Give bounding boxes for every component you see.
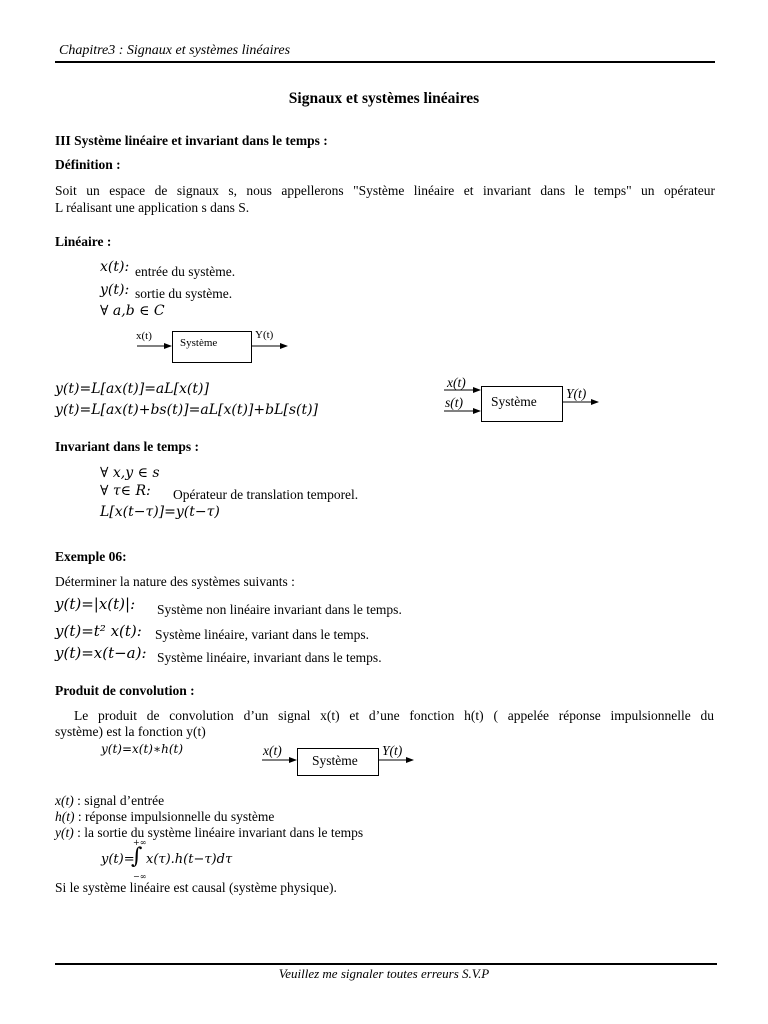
definition-x-text: : signal d’entrée [73,793,165,808]
diagram3-input-label: x(t) [263,743,282,758]
invariant-line-3: L[x(t−τ)]=y(t−τ) [100,504,220,520]
lineaire-heading: Linéaire : [55,234,112,249]
exemple-description-3: Système linéaire, invariant dans le temps. [157,650,382,665]
definition-y-text: : la sortie du système linéaire invariant dans le temps [73,825,364,840]
definition-y-symbol: y(t) [55,825,74,840]
definition-heading: Définition : [55,157,121,172]
definition-line-1: Soit un espace de signaux s, nous appellerons "Système linéaire et invariant dans le temps" un opérateur [55,183,715,198]
diagram1-output-label: Y(t) [255,329,274,341]
exemple-heading: Exemple 06: [55,549,127,564]
forall-ab: ∀ a,b ∈ C [100,303,165,319]
linearity-equation-1: y(t)=L[ax(t)]=aL[x(t)] [55,381,209,397]
y-description: sortie du système. [135,286,233,301]
exemple-description-2: Système linéaire, variant dans le temps. [155,627,370,642]
integral-sign: ∫ [131,844,143,869]
convolution-paragraph-line-1: Le produit de convolution d’un signal x(t) et d’une fonction h(t) ( appelée réponse impulsionnelle du [74,708,714,723]
definition-line-2: L réalisant une application s dans S. [55,200,250,215]
diagram3-block-label: Système [312,753,358,768]
y-symbol: y(t): [100,282,130,298]
diagram2-input2-label: s(t) [445,395,463,410]
exemple-equation-1: y(t)=|x(t)|: [55,595,136,613]
diagram2-block-label: Système [491,394,537,409]
section-heading: III Système linéaire et invariant dans le temps : [55,133,328,148]
integral-lhs: y(t)= [101,852,135,867]
causal-statement: Si le système linéaire est causal (système physique). [55,880,337,895]
integral-lower-bound: −∞ [133,872,147,881]
page-title: Signaux et systèmes linéaires [288,90,480,107]
diagram3-output-label: Y(t) [382,743,403,758]
diagram1-input-label: x(t) [136,330,152,342]
convolution-heading: Produit de convolution : [55,683,195,698]
exemple-equation-2: y(t)=t² x(t): [55,622,142,640]
integral-upper-bound: +∞ [133,838,147,847]
footer-text: Veuillez me signaler toutes erreurs S.V.P [278,966,490,981]
integral-body: x(τ).h(t−τ)dτ [146,852,233,867]
diagram2-input1-label: x(t) [447,375,466,390]
convolution-equation: y(t)=x(t)∗h(t) [101,742,184,756]
invariant-line-1: ∀ x,y ∈ s [100,465,160,481]
definition-x-symbol: x(t) [55,793,74,808]
chapter-header: Chapitre3 : Signaux et systèmes linéaires [59,43,291,58]
definition-h-text: : réponse impulsionnelle du système [74,809,275,824]
x-description: entrée du système. [135,264,236,279]
linearity-equation-2: y(t)=L[ax(t)+bs(t)]=aL[x(t)]+bL[s(t)] [55,402,319,418]
exemple-equation-3: y(t)=x(t−a): [55,644,147,662]
invariant-heading: Invariant dans le temps : [55,439,200,454]
definition-h-symbol: h(t) [55,809,75,824]
diagram2-output-label: Y(t) [566,386,587,401]
x-symbol: x(t): [100,259,130,275]
exemple-description-1: Système non linéaire invariant dans le temps. [157,602,402,617]
exemple-intro: Déterminer la nature des systèmes suivants : [55,574,295,589]
invariant-line-2: ∀ τ∈ R: [100,483,151,499]
convolution-paragraph-line-2: système) est la fonction y(t) [55,724,206,739]
invariant-line-2-description: Opérateur de translation temporel. [173,487,359,502]
diagram1-block-label: Système [180,337,218,349]
